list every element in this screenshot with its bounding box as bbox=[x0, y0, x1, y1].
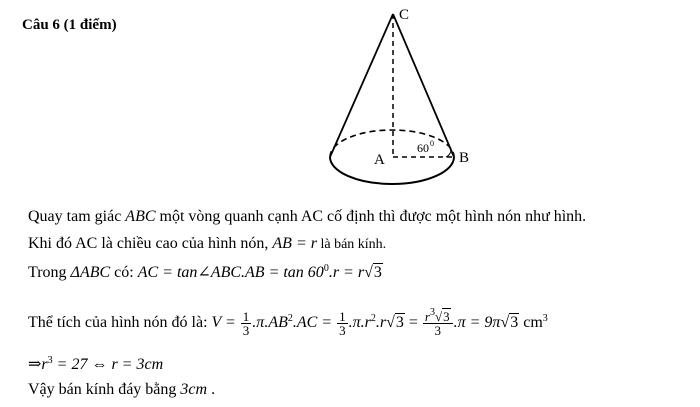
label-b: B bbox=[459, 150, 470, 166]
line4-unit-exp: 3 bbox=[542, 313, 548, 325]
line5-arrow: ⇒ bbox=[28, 356, 42, 373]
line2-ab-eq-r: AB = r bbox=[272, 235, 317, 252]
text-line-4 bbox=[28, 307, 548, 338]
line3-part2: có: bbox=[110, 264, 138, 281]
line3-formula: AC = tan∠ABC.AB = tan 60 bbox=[137, 264, 324, 281]
text-line-5 bbox=[28, 355, 163, 375]
label-a: A bbox=[374, 152, 385, 168]
text-line-3 bbox=[28, 263, 383, 283]
text-line-1 bbox=[28, 207, 586, 227]
line6-part1: Vậy bán kính đáy bằng bbox=[28, 381, 181, 398]
line4-ac-eq: .AC = bbox=[292, 314, 333, 332]
line2-part2: là bán kính. bbox=[316, 237, 387, 252]
line4-result-sqrt: √3 bbox=[500, 314, 519, 332]
question-heading: Câu 6 (1 điểm) bbox=[22, 17, 117, 33]
line4-pi-ab: .π.AB bbox=[252, 314, 288, 332]
label-c: C bbox=[399, 7, 410, 23]
text-line-6 bbox=[28, 380, 215, 400]
line4-r-square: 2 bbox=[370, 313, 376, 325]
line4-square: 2 bbox=[287, 313, 293, 325]
line4-r-sqrt: .r bbox=[375, 314, 387, 332]
angle-degree: 0 bbox=[430, 139, 434, 148]
line4-eq: = bbox=[404, 314, 418, 332]
line5-eq: = 27 ⇔ r = 3cm bbox=[52, 356, 164, 373]
fraction-r3-sqrt3-over-3: $\frac{r^3√3}{3}$ bbox=[423, 310, 453, 337]
line4-result: .π = 9π bbox=[453, 314, 501, 332]
line3-part1: Trong bbox=[28, 264, 71, 281]
line2-part1: Khi đó AC là chiều cao của hình nón, bbox=[28, 235, 273, 252]
angle-label: 60 bbox=[417, 141, 429, 155]
cone-side-right bbox=[393, 14, 454, 157]
fraction-one-third-a: $\frac{1}{3}$ bbox=[242, 309, 250, 338]
line4-part1: Thể tích của hình nón đó là: bbox=[28, 314, 212, 332]
line3-triangle: ΔABC bbox=[70, 264, 111, 281]
line1-abc: ABC bbox=[125, 208, 156, 225]
line1-part1: Quay tam giác bbox=[28, 208, 126, 225]
cone-base-back bbox=[330, 130, 454, 157]
line6-value: 3cm bbox=[180, 381, 208, 398]
line4-pi-r: .π.r bbox=[348, 314, 371, 332]
line3-sqrt: √3 bbox=[364, 264, 382, 281]
text-line-2 bbox=[28, 234, 386, 255]
cone-side-left bbox=[330, 14, 393, 157]
line5-r: r bbox=[41, 356, 48, 373]
line4-unit: cm bbox=[519, 314, 543, 332]
line3-degree: 0 bbox=[323, 263, 329, 274]
line4-v-eq: V = bbox=[211, 314, 236, 332]
line3-tail: .r = r bbox=[328, 264, 365, 281]
line6-part2: . bbox=[207, 381, 216, 398]
fraction-one-third-b: $\frac{1}{3}$ bbox=[339, 309, 346, 338]
line1-part2: một vòng quanh cạnh AC cố định thì được một hình nón như hình. bbox=[155, 208, 587, 225]
line5-exp: 3 bbox=[47, 355, 53, 366]
line4-sqrt: √3 bbox=[386, 314, 404, 332]
cone-base-front bbox=[330, 157, 454, 184]
